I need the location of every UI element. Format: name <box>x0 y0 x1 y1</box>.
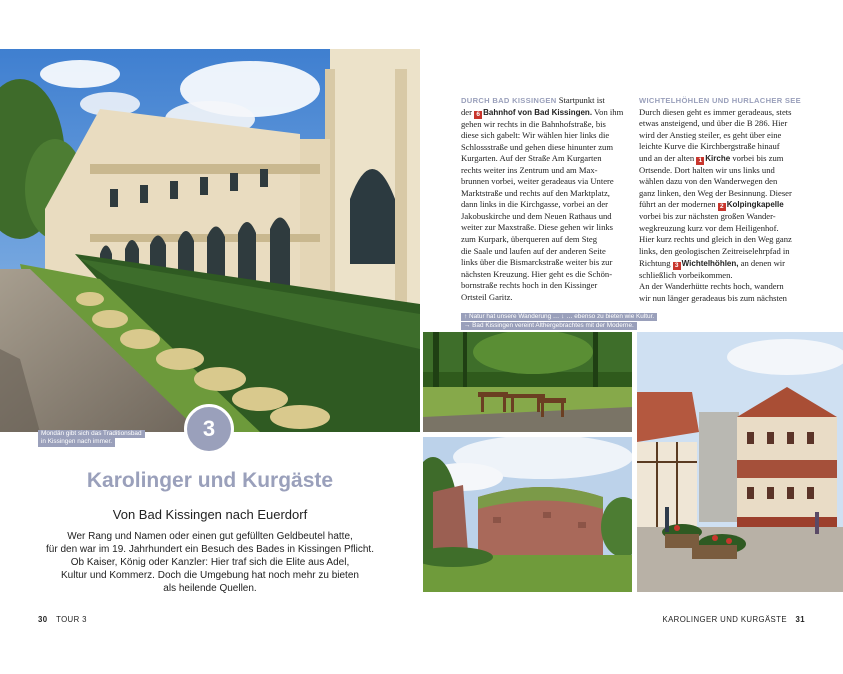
text-line: diese sich gabelt: Wir wählen hier links die <box>461 130 610 141</box>
text-line: gehen wir rechts in die Bahnhofstraße, bis <box>461 118 606 129</box>
text-line: links über die Bismarckstraße weiter bis zur <box>461 257 613 268</box>
text-line: links, den geologischen Zeitreiselehrpfad in <box>639 246 790 257</box>
text-line: an denen wir <box>740 257 786 268</box>
map-marker-2: 2 <box>718 203 726 211</box>
photos-caption-2: → Bad Kissingen vereint Althergebrachtes mit der Moderne. <box>461 322 637 330</box>
text-line: ganz linken, den Weg der Besinnung. Dieser <box>639 187 792 198</box>
text-line: Schlossstraße und gehen diese hinunter zum <box>461 141 614 152</box>
map-marker-6: 6 <box>474 111 482 119</box>
intro-line: als heilende Quellen. <box>163 582 257 594</box>
text-line: Von ihm <box>594 106 624 117</box>
text-line: nächsten Kreuzung. Hier geht es die Schön- <box>461 268 613 279</box>
tour-title: Karolinger und Kurgäste <box>86 469 334 492</box>
text-line: leichte Kurve die Kirchbergstraße hinauf <box>639 141 780 152</box>
text-line: Kurgarten. Auf der Straße Am Kurgarten <box>461 153 602 164</box>
photos-caption-1: ↑ Natur hat unsere Wanderung … ↓ … ebenso zu bieten wie Kultur. <box>461 313 657 321</box>
text-line: vorbei bis zur nächsten großen Wander- <box>639 211 776 222</box>
left-folio <box>38 615 87 624</box>
text-line: Jakobuskirche und dem Neuen Rathaus und <box>461 210 612 221</box>
text-line: Ortsteil Garitz. <box>461 291 513 302</box>
text-line: Durch diesen geht es immer geradeaus, stets <box>639 106 792 117</box>
text-line: brunnen vorbei, weiter geradeaus via Untere <box>461 176 614 187</box>
folio-label: TOUR 3 <box>56 615 87 624</box>
map-marker-1: 1 <box>696 157 704 165</box>
intro-line: Wer Rang und Namen oder einen gut gefüllten Geldbeutel hatte, <box>67 531 353 542</box>
text-line: An der Wanderhütte rechts hoch, wandern <box>639 281 784 292</box>
page-number: 31 <box>795 615 805 624</box>
text-column-2 <box>639 95 817 304</box>
text-line: dann links in die Kirchgasse, vorbei an der <box>461 199 609 210</box>
text-line: Hier kurz rechts und gleich in den Weg ganz <box>639 234 792 245</box>
forest-bench-photo <box>423 332 632 432</box>
photo-caption-line-2: in Kissingen nach immer. <box>38 438 115 446</box>
intro-line: für den war im 19. Jahrhundert ein Besuch des Bades in Kissingen Pflicht. <box>46 543 374 555</box>
castle-ruin-photo <box>423 437 632 592</box>
section-heading: WICHTELHÖHLEN UND HURLACHER SEE <box>639 96 802 105</box>
text-line: weiter zur Maxstraße. Diese gehen wir links <box>461 222 614 233</box>
text-column-1 <box>461 95 631 303</box>
place-name: Wichtelhöhlen, <box>681 258 739 268</box>
text-line: wird der Anstieg steiler, es geht über eine <box>639 129 782 140</box>
folio-label: KAROLINGER UND KURGÄSTE <box>662 615 787 624</box>
text-line: die Saale und laufen auf der anderen Seite <box>461 245 606 256</box>
spa-building-illustration <box>0 49 420 432</box>
text-line: der <box>461 106 472 117</box>
castle-ruin-illustration <box>423 437 632 592</box>
text-line: schließlich vorbeikommen. <box>639 269 733 280</box>
tour-number: 3 <box>202 416 216 441</box>
text-line: rechts weiter ins Zentrum und am Max- <box>461 164 598 175</box>
text-line: vorbei bis zum <box>732 152 784 163</box>
town-square-photo <box>637 332 843 592</box>
intro-line: Kultur und Kommerz. Doch die Umgebung hat noch mehr zu bieten <box>61 569 359 581</box>
section-heading: DURCH BAD KISSINGEN <box>461 96 557 105</box>
text-line: wegkreuzung kurz vor dem Heiligenhof. <box>639 222 779 233</box>
text-line: etwas ansteigend, und über die B 286. Hier <box>639 118 788 129</box>
right-folio <box>662 615 805 624</box>
tour-intro <box>0 531 420 596</box>
intro-line: Ob Kaiser, König oder Kanzler: Hier traf sich die Elite aus Adel, <box>70 556 350 568</box>
place-name: Bahnhof von Bad Kissingen. <box>483 107 593 117</box>
text-line: Startpunkt ist <box>558 95 605 105</box>
text-line: und an der alten <box>639 152 695 163</box>
text-line: Ortsende. Dort halten wir uns links und <box>639 164 775 175</box>
tour-subtitle: Von Bad Kissingen nach Euerdorf <box>112 507 308 522</box>
text-line: wir nun länger geradeaus bis zum nächsten <box>639 292 787 303</box>
text-line: wählen dazu von den Wanderwegen den <box>639 176 778 187</box>
text-line: Marktstraße und rechts auf den Marktplatz, <box>461 187 610 198</box>
page-number: 30 <box>38 615 48 624</box>
text-line: bornstraße rechts hoch in den Kissinger <box>461 280 598 291</box>
text-line: zum Kurpark, überqueren auf dem Steg <box>461 234 598 245</box>
text-line: führt an der modernen <box>639 199 716 210</box>
photo-caption-line-1: Mondän gibt sich das Traditionsbad <box>38 430 145 438</box>
place-name: Kirche <box>705 153 731 163</box>
tour-number-badge <box>184 404 234 454</box>
place-name: Kolpingkapelle <box>726 200 784 210</box>
town-square-illustration <box>637 332 843 592</box>
text-line: Richtung <box>639 257 671 268</box>
map-marker-3: 3 <box>673 262 681 270</box>
spa-building-photo <box>0 49 420 432</box>
forest-bench-illustration <box>423 332 632 432</box>
